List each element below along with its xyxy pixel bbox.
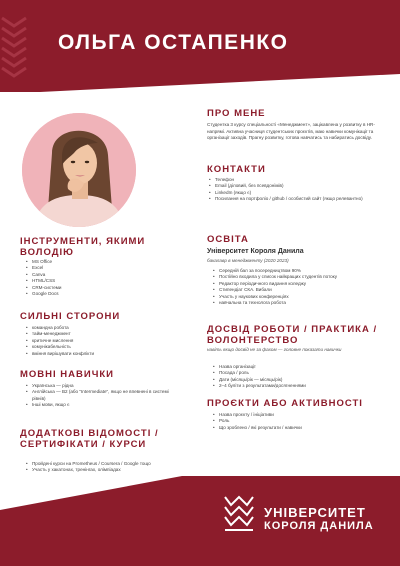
contacts-list — [207, 177, 385, 203]
extra-heading: ДОДАТКОВІ ВІДОМОСТІ / СЕРТИФІКАТИ / КУРСИ — [20, 428, 159, 450]
language-item: • Українська — рідна — [32, 383, 182, 389]
languages-list — [24, 383, 182, 409]
tools-list — [24, 259, 61, 297]
tool-item: • CRM-системи — [32, 285, 61, 291]
project-item: • Роль — [219, 418, 302, 424]
education-subtitle: бакалавр в менеджменту (2020 2023) — [207, 258, 289, 263]
education-item: • Участь у наукових конференціях — [219, 294, 337, 300]
contact-item: • Email (діловий, без псевдонімів) — [215, 183, 385, 189]
contact-item: • Телефон — [215, 177, 385, 183]
strengths-heading: СИЛЬНІ СТОРОНИ — [20, 311, 121, 322]
project-item: • Що зроблено / які результати / навички — [219, 425, 302, 431]
languages-heading: МОВНІ НАВИЧКИ — [20, 369, 115, 380]
education-item: • Редактор періодичного видання коледжу — [219, 281, 337, 287]
strength-item: • критичне мислення — [32, 338, 94, 344]
profile-photo — [22, 113, 136, 227]
experience-item: • Посада / роль — [219, 370, 306, 376]
tools-heading: ІНСТРУМЕНТИ, ЯКИМИ ВОЛОДІЮ — [20, 236, 146, 258]
about-heading: ПРО МЕНЕ — [207, 108, 266, 119]
candidate-name: ОЛЬГА ОСТАПЕНКО — [58, 31, 289, 54]
education-org: Університет Короля Данила — [207, 248, 304, 255]
projects-list — [211, 412, 302, 431]
footer-band — [0, 440, 400, 566]
education-item: • навчальна та технолога робота — [219, 300, 337, 306]
tool-item: • HTML/CSS — [32, 278, 61, 284]
experience-item: • Назва організації — [219, 364, 306, 370]
tool-item: • MS Office — [32, 259, 61, 265]
education-list — [211, 268, 337, 306]
project-item: • Назва проєкту / ініціативи — [219, 412, 302, 418]
tool-item: • Excel — [32, 265, 61, 271]
tool-item: • Canva — [32, 272, 61, 278]
projects-heading: ПРОЄКТИ АБО АКТИВНОСТІ — [207, 398, 363, 409]
footer-shape — [0, 440, 400, 566]
chevron-pattern-icon — [0, 14, 30, 84]
strength-item: • командна робота — [32, 325, 94, 331]
contact-item: • Посилання на портфоліо / github / особистий сайт (якщо релевантно) — [215, 196, 385, 202]
contact-item: • LinkedIn (якщо є) — [215, 190, 385, 196]
strength-item: • тайм-менеджмент — [32, 331, 94, 337]
strength-item: • комунікабельність — [32, 344, 94, 350]
university-name-line1: УНІВЕРСИТЕТ — [264, 505, 366, 520]
education-item: • Постійно входила у список найкращих студентів потоку — [219, 274, 337, 280]
language-item: • Англійська — B2 (або "Intermediate", якщо не впевнені в системі рівнів) — [32, 389, 182, 402]
education-heading: ОСВІТА — [207, 234, 249, 245]
tool-item: • Google Docs — [32, 291, 61, 297]
experience-item: • Дати (місяць/рік — місяць/рік) — [219, 377, 306, 383]
experience-item: • 2–4 буліти з результатами/досягненнями — [219, 383, 306, 389]
education-item: • Середній бал за посередництвом 90% — [219, 268, 337, 274]
university-name-line2: КОРОЛЯ ДАНИЛА — [264, 520, 374, 532]
experience-list — [211, 364, 306, 390]
extra-item: • Участь у хакатонах, тренінгах, олімпіадах — [32, 467, 152, 473]
experience-subtitle: навіть якщо досвід не за фахом — головне показати навички — [207, 347, 342, 352]
experience-heading: ДОСВІД РОБОТИ / ПРАКТИКА / ВОЛОНТЕРСТВО — [207, 324, 378, 346]
education-item: • Стипендіат СКА. Вибали — [219, 287, 337, 293]
strengths-list — [24, 325, 94, 357]
portrait-image — [22, 113, 136, 227]
language-item: • Інші мови, якщо є — [32, 402, 182, 408]
university-logo-icon — [222, 493, 256, 533]
extra-item: • Пройдені курси на Prometheus / Coursera / Google тощо — [32, 461, 152, 467]
about-text: Студентка 3 курсу спеціальності «Менеджмент», зацікавлена у розвитку в HR-напрямі. Активна учасниця студентських проєктів, маю навички комунікації та організації заходів. Прагну розвитку, готова навчатись та набиратись досвіду. — [207, 122, 375, 141]
contacts-heading: КОНТАКТИ — [207, 164, 266, 175]
strength-item: • вміння вирішувати конфлікти — [32, 351, 94, 357]
